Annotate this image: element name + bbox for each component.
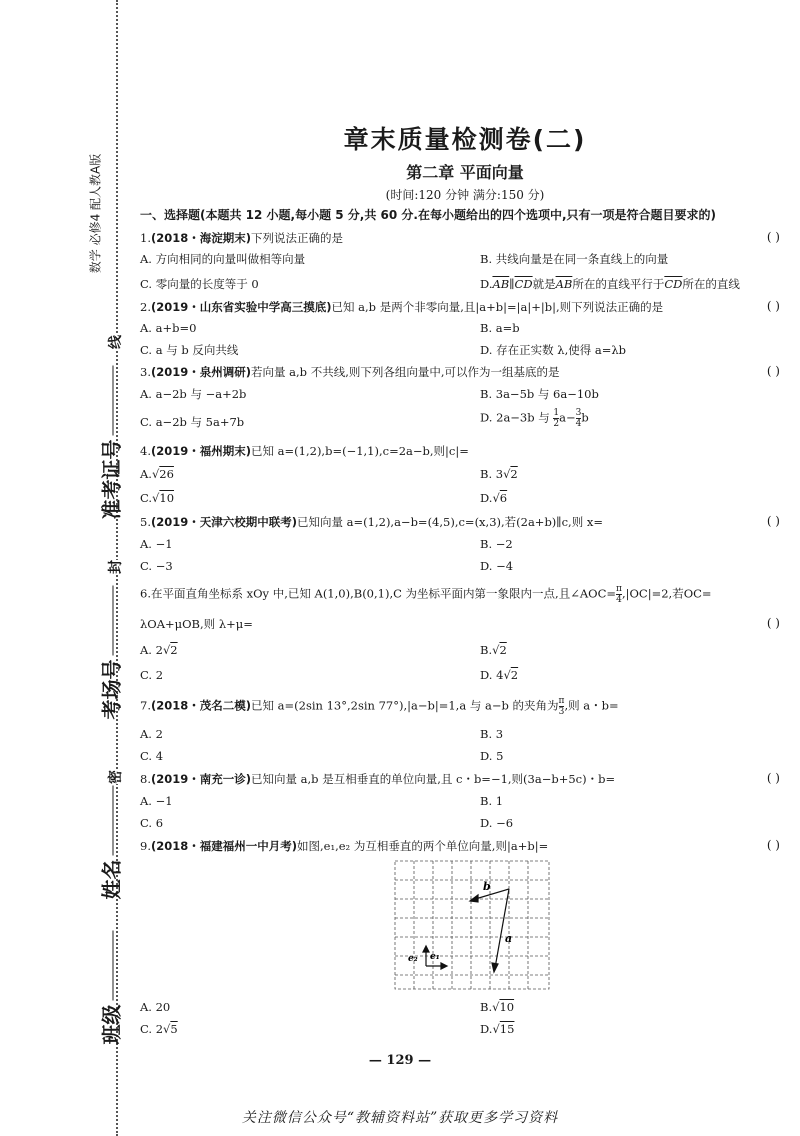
option-a: A. 2√2 xyxy=(140,643,178,657)
option-d: D. 5 xyxy=(480,749,504,763)
label-a: a xyxy=(505,932,513,945)
option-d: $D.\overline{AB}\parallel\overline{CD}$就是$\overline{AB}$所在的直线平行于$\overline{CD}$所在的直线 xyxy=(480,277,740,291)
option-c: C. −3 xyxy=(140,559,173,573)
question-8: 8.(2019・南充一诊)已知向量 a,b 是互相垂直的单位向量,且 c・b=−1,则(3a−b+5c)・b= xyxy=(140,772,616,786)
field-exam-room: 考场号 xyxy=(96,570,125,720)
option-c: C. a−2b 与 5a+7b xyxy=(140,415,245,429)
answer-paren: ( ) xyxy=(766,230,780,244)
field-exam-id: 准考证号 xyxy=(96,370,125,520)
option-c: C. 零向量的长度等于 0 xyxy=(140,277,259,291)
answer-paren: ( ) xyxy=(766,514,780,528)
answer-paren: ( ) xyxy=(766,364,780,378)
option-b: B. 3√2 xyxy=(480,467,518,481)
answer-paren: ( ) xyxy=(766,299,780,313)
edition-label: 数学 必修4 配人教A版 xyxy=(88,153,103,274)
question-5: 5.(2019・天津六校期中联考)已知向量 a=(1,2),a−b=(4,5),c=(x,3),若(2a+b)∥c,则 x= xyxy=(140,515,603,529)
question-6-line2: λOA+μOB,则 λ+μ= xyxy=(140,617,253,631)
option-b: B. −2 xyxy=(480,537,513,551)
option-a: A. a+b=0 xyxy=(140,321,197,335)
seal-secret-char: 密 xyxy=(103,770,127,784)
option-b: B. 共线向量是在同一条直线上的向量 xyxy=(480,252,669,266)
option-d: D. 2a−3b 与 $\frac{1}{2}$ a− $\frac{3}{4}$ b xyxy=(480,408,589,429)
field-name: 姓名 xyxy=(96,750,125,900)
option-a: A. −1 xyxy=(140,537,173,551)
question-2: 2.(2019・山东省实验中学高三摸底)已知 a,b 是两个非零向量,且|a+b|=|a|+|b|,则下列说法正确的是 xyxy=(140,300,664,314)
answer-paren: ( ) xyxy=(766,838,780,852)
option-d: D.√15 xyxy=(480,1022,515,1036)
time-score-info: (时间:120 分钟 满分:150 分) xyxy=(385,188,545,202)
option-c: C. a 与 b 反向共线 xyxy=(140,343,239,357)
page-number: — 129 — xyxy=(368,1053,432,1068)
binding-sidebar xyxy=(0,0,124,1136)
question-1: 1.(2018・海淀期末)下列说法正确的是 xyxy=(140,231,344,245)
option-c: C. 4 xyxy=(140,749,164,763)
option-c: C. 2 xyxy=(140,668,164,682)
option-a: A. a−2b 与 −a+2b xyxy=(140,387,247,401)
option-d: D. 4√2 xyxy=(480,668,519,682)
question-6: 6.在平面直角坐标系 xOy 中,已知 A(1,0),B(0,1),C 为坐标平面内第一象限内一点,且∠AOC= $\frac{\pi}{4}$ ,|OC|=2,若OC= xyxy=(140,584,712,605)
seal-seal-char: 封 xyxy=(103,560,127,574)
option-a: A. 20 xyxy=(140,1000,171,1014)
option-c: C. 6 xyxy=(140,816,164,830)
footer-note: 关注微信公众号“教辅资料站”获取更多学习资料 xyxy=(241,1110,559,1126)
option-d: D. −6 xyxy=(480,816,514,830)
option-a: A. 方向相同的向量叫做相等向量 xyxy=(140,252,306,266)
option-b: B.√10 xyxy=(480,1000,515,1014)
option-a: A. −1 xyxy=(140,794,173,808)
vector-grid-figure xyxy=(394,860,550,990)
option-b: B. 3a−5b 与 6a−10b xyxy=(480,387,599,401)
seal-line-char: 线 xyxy=(103,335,127,349)
page-title: 章末质量检测卷(二) xyxy=(343,125,587,154)
option-d: D. −4 xyxy=(480,559,514,573)
answer-paren: ( ) xyxy=(766,616,780,630)
option-a: A. 2 xyxy=(140,727,163,741)
question-4: 4.(2019・福州期末)已知 a=(1,2),b=(−1,1),c=2a−b,则|c|= xyxy=(140,444,469,458)
question-9: 9.(2018・福建福州一中月考)如图,e₁,e₂ 为互相垂直的两个单位向量,则|a+b|= xyxy=(140,839,549,853)
chapter-title: 第二章 平面向量 xyxy=(406,163,524,182)
label-e1: e₁ xyxy=(430,952,440,962)
option-d: D. 存在正实数 λ,使得 a=λb xyxy=(480,343,627,357)
label-e2: e₂ xyxy=(408,954,418,964)
option-a: A.√26 xyxy=(140,467,174,481)
section-heading: 一、选择题(本题共 12 小题,每小题 5 分,共 60 分.在每小题给出的四个选项中,只有一项是符合题目要求的) xyxy=(140,208,717,222)
question-7: 7.(2018・茂名二模)已知 a=(2sin 13°,2sin 77°),|a−b|=1,a 与 a−b 的夹角为 $\frac{\pi}{3}$ ,则 a・b= xyxy=(140,696,619,717)
option-b: B. 3 xyxy=(480,727,504,741)
answer-paren: ( ) xyxy=(766,771,780,785)
option-c: C.√10 xyxy=(140,491,175,505)
question-3: 3.(2019・泉州调研)若向量 a,b 不共线,则下列各组向量中,可以作为一组基底的是 xyxy=(140,365,560,379)
field-class: 班级 xyxy=(96,895,125,1045)
option-d: D.√6 xyxy=(480,491,508,505)
option-b: B. a=b xyxy=(480,321,520,335)
option-b: B. 1 xyxy=(480,794,504,808)
option-c: C. 2√5 xyxy=(140,1022,178,1036)
label-b: b xyxy=(483,880,491,893)
option-b: B.√2 xyxy=(480,643,507,657)
